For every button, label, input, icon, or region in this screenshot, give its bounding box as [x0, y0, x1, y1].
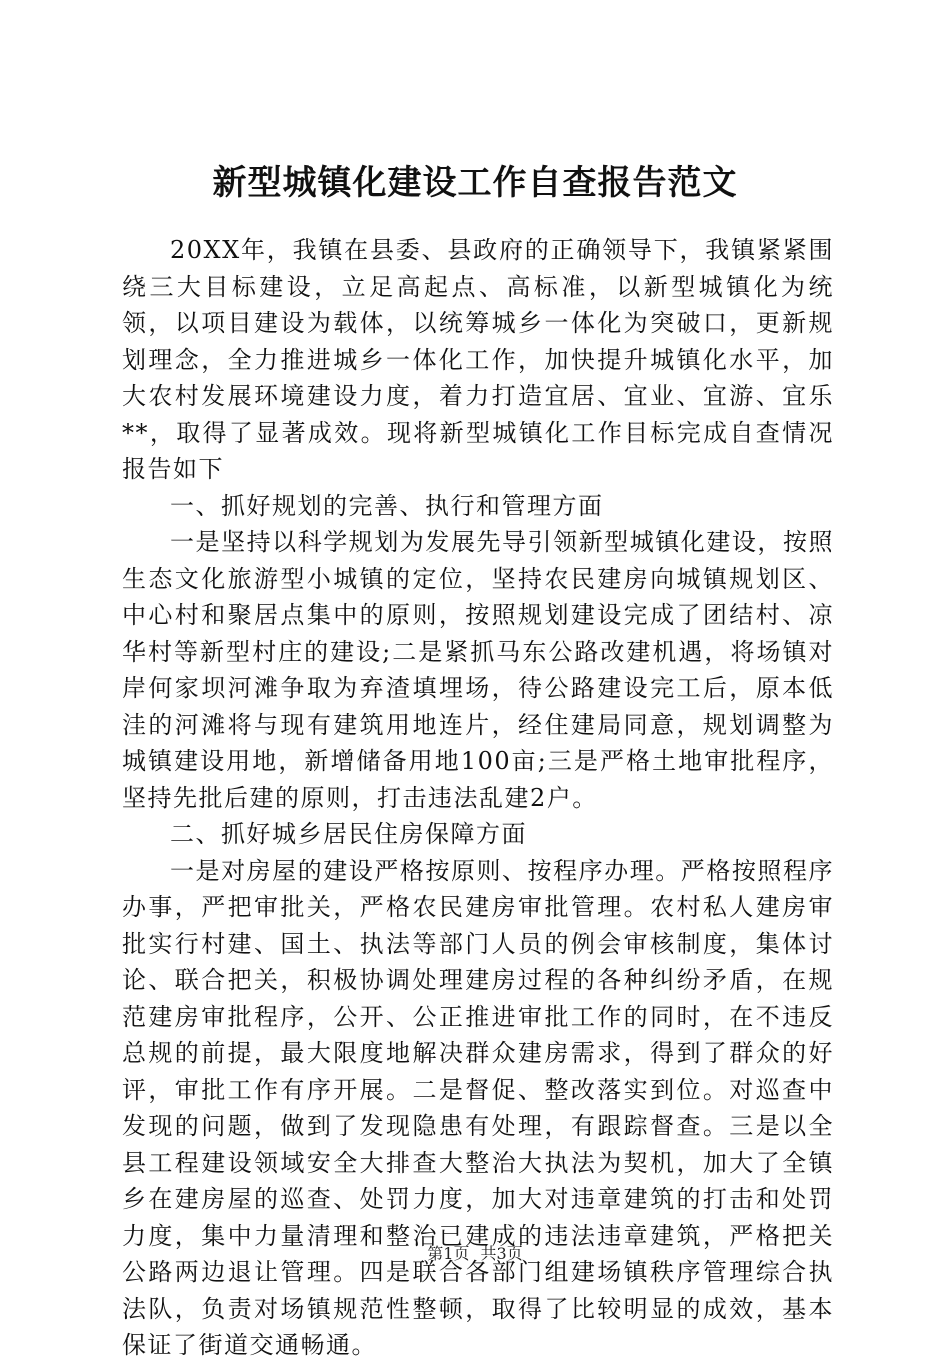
document-title: 新型城镇化建设工作自查报告范文: [212, 163, 738, 203]
section-heading-2: 二、抓好城乡居民住房保障方面: [170, 820, 527, 848]
page-number-footer: 第1页 共3页: [427, 1244, 523, 1263]
section-2-paragraph: 一是对房屋的建设严格按原则、按程序办理。严格按照程序办事，严把审批关，严格农民建房审批管理。农村私人建房审批实行村建、国土、执法等部门人员的例会审核制度，集体讨论、联合把关，积极协调处理建房过程的各种纠纷矛盾，在规范建房审批程序，公开、公正推进审批工作的同时，在不违反总规的前提，最大限度地解决群众建房需求，得到了群众的好评，审批工作有序开展。二是督促、整改落实到位。对巡查中发现的问题，做到了发现隐患有处理，有跟踪督查。三是以全县工程建设领域安全大排查大整治大执法为契机，加大了全镇乡在建房屋的巡查、处罚力度，加大对违章建筑的打击和处罚力度，集中力量清理和整治已建成的违法违章建筑，严格把关公路两边退让管理。四是联合各部门组建场镇秩序管理综合执法队，负责对场镇规范性整顿，取得了比较明显的成效，基本保证了街道交通畅通。: [122, 856, 834, 1359]
section-1-paragraph: 一是坚持以科学规划为发展先导引领新型城镇化建设，按照生态文化旅游型小城镇的定位，坚持农民建房向城镇规划区、中心村和聚居点集中的原则，按照规划建设完成了团结村、凉华村等新型村庄的建设;二是紧抓马东公路改建机遇，将场镇对岸何家坝河滩争取为弃渣填埋场，待公路建设完工后，原本低洼的河滩将与现有建筑用地连片，经住建局同意，规划调整为城镇建设用地，新增储备用地100亩;三是严格土地审批程序，坚持先批后建的原则，打击违法乱建2户。: [122, 528, 834, 812]
document-body: [122, 232, 834, 1364]
section-heading-1: 一、抓好规划的完善、执行和管理方面: [170, 491, 604, 520]
intro-paragraph: 20XX年，我镇在县委、县政府的正确领导下，我镇紧紧围绕三大目标建设，立足高起点、高标准，以新型城镇化为统领，以项目建设为载体，以统筹城乡一体化为突破口，更新规划理念，全力推进城乡一体化工作，加快提升城镇化水平，加大农村发展环境建设力度，着力打造宜居、宜业、宜游、宜乐**，取得了显著成效。现将新型城镇化工作目标完成自查情况报告如下: [122, 236, 834, 483]
